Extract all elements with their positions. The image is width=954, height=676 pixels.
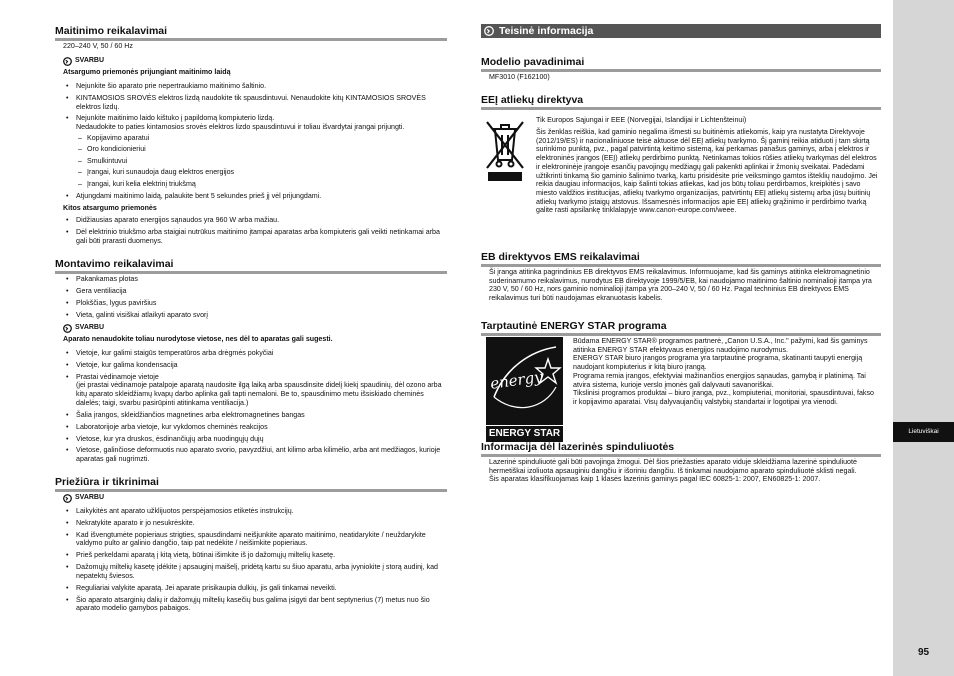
power-cord-list [63,82,447,204]
installation-list [63,275,447,323]
list-item: • Nekratykite aparato ir jo nesukrėskite. [63,519,447,528]
installation-warning: Aparato nenaudokite toliau nurodytose vietose, nes dėl to aparatas gali sugesti. [63,335,333,343]
list-item: – Oro kondicionieriui [76,145,447,154]
laser-info-title: Informacija dėl lazerinės spinduliuotės [481,441,881,457]
list-item: • Vietose, galinčiose deformuotis nuo aparato svorio, pavyzdžiui, ant kilimo arba kilimėlio, arba ant medžiagos, kurioje aparatas gali nugrimzti. [63,446,447,463]
laser-info-text: Lazerinė spinduliuotė gali būti pavojinga žmogui. Dėl šios priežasties aparato viduje skleidžiama lazerinė spinduliuotė hermetiškai izoliuota apsauginiu dangčiu ir išoriniu dangčiu. Iš tinkamai naudojamo aparato spinduliuotė sklisti negali. Šis aparatas klasifikuojamas kaip 1 klasės lazerinis gaminys pagal IEC 60825-1: 2007, EN60825-1: 2007. [489,458,857,484]
power-voltage: 220–240 V, 50 / 60 Hz [63,42,133,50]
legal-info-banner: Teisinė informacija [481,24,881,38]
list-item: – Kopijavimo aparatui [76,134,447,143]
list-item: • Gera ventiliacija [63,287,447,296]
important-icon [63,324,72,333]
list-item: – Įrangai, kuri sunaudoja daug elektros energijos [76,168,447,177]
list-item: • Nejunkite šio aparato prie nepertraukiamo maitinimo šaltinio. [63,82,447,91]
list-item: • Didžiausias aparato energijos sąnaudos yra 960 W arba mažiau. [63,216,447,225]
important-heading: SVARBU [63,493,104,503]
list-item: • Prieš perkeldami aparatą į kitą vietą, būtinai išimkite iš jo dažomųjų miltelių kasetę. [63,551,447,560]
list-item: • Reguliariai valykite aparatą. Jei aparate prisikaupia dulkių, jis gali tinkamai neveikti. [63,584,447,593]
list-item: • Šalia įrangos, skleidžiančios magnetines arba elektromagnetines bangas [63,411,447,420]
emc-title: EB direktyvos EMS reikalavimai [481,251,881,267]
list-item: • Vietose, kur yra druskos, ėsdinančiųjų arba nuodingųjų dujų [63,435,447,444]
list-item: • Vietoje, kur galimi staigūs temperatūros arba drėgmės pokyčiai [63,349,447,358]
weee-bin-icon [483,116,527,184]
list-item: – Įrangai, kuri kelia elektrinį triukšmą [76,180,447,189]
weee-text: Šis ženklas reiškia, kad gaminio negalima išmesti su buitinėmis atliekomis, kaip yra nustatyta Direktyvoje (2012/19/ES) ir nacionaliniuose teisė aktuose dėl EEĮ atliekų tvarkymo. Šį gaminį reikia atiduoti į tam skirtą surinkimo punktą, pvz., pagal patvirtintą keitimo sistemą, kai perkamas panašus gaminys, arba į elektros ir elektroninės įrangos (EEĮ) atliekų perdirbimo punktą. Netinkamas tokios rūšies atliekų tvarkymas dėl elektros ir elektroninėje įrangoje esančių pavojingų medžiagų gali pakenkti aplinkai ir žmonių sveikatai. Padėdami užtikrinti tinkamą šio gaminio šalinimo tvarką, kartu prisidėsite prie veiksmingo gamtos išteklių naudojimo. Jei reikia daugiau informacijos, kaip šalinti tokias atliekas, kad jos būtų toliau perdirbamos, kreipkitės į savo miesto valdžios institucijas, atliekų tvarkymo organizacijas, patvirtintų EEĮ atliekų sistemų arba jūsų buitinių atliekų tvarkymo įstaigų atstovus. Išsamesnės informacijos apie EEĮ atliekų grąžinimo ir perdirbimo tvarką galite rasti apsilankę tinklalapyje www.canon-europe.com/weee. [536,128,878,215]
important-icon [63,494,72,503]
page-sidebar [893,0,954,676]
emc-text: Ši įranga atitinka pagrindinius EB direktyvos EMS reikalavimus. Informuojame, kad šis gaminys atitinka elektromagnetinio suderinamumo reikalavimus, nurodytus EB direktyvoje 1999/5/EB, kai naudojamo maitinimo šaltinio nominalioji įtampa yra 230 V, 50 / 60 Hz, nors gaminio nominalioji įtampa yra 200–240 V, 50 / 60 Hz. Pagal techninius EB direktyvos EMS reikalavimus turi būti naudojamas ekranuotasis kabelis. [489,268,872,303]
list-item: • Nejunkite maitinimo laido kištuko į papildomą kompiuterio lizdą. Nedaudokite to paties kintamosios srovės elektros lizdo spausdintuvui ir toliau išvardytai įrangai prijungti. – Kopijavimo aparatui – Oro kondicionieriui – Smulkintuvui – Įrangai, kuri sunaudoja daug elektros energijos – Įrangai, kuri kelia elektrinį triukšmą [63,114,447,188]
list-item: • KINTAMOSIOS SROVĖS elektros lizdą naudokite tik spausdintuvui. Nenaudokite kitų KINTAMOSIOS SROVĖS elektros lizdų. [63,94,447,111]
energy-star-caption: ENERGY STAR [486,425,563,442]
list-item: • Prastai vėdinamoje vietoje (jei prastai vėdinamoje patalpoje aparatą naudosite ilgą laiką arba spausdinsite didelį kiekį spaudinių, dėl ozono arba kitų aparato skleidžiamų kvapų darbo aplinka gali tapti nemaloni. Be to, spausdinimo metu išsiskiado cheminės dalelės; taigi, svarbu pasirūpinti atitinkama ventiliacija.) [63,373,447,408]
power-requirements-title: Maitinimo reikalavimai [55,25,447,41]
page-number: 95 [917,647,930,658]
other-precautions-list [63,216,447,248]
energy-star-text: Būdama ENERGY STAR® programos partnerė, „Canon U.S.A., Inc." pažymi, kad šis gaminys atitinka ENERGY STAR efektyvaus energijos naudojimo nurodymus. ENERGY STAR biuro įrangos programa yra tarptautinė programa, skatinanti taupyti energiją naudojant kompiuterius ir kitą biuro įrangą. Programa remia įrangos, efektyviai mažinančios energijos sąnaudas, gamybą ir platinimą. Tai atvira sistema, kurioje verslo įmonės gali dalyvauti savanoriškai. Tikslinisi programos produktai – biuro įranga, pvz., kompiuteriai, monitoriai, spausdintuvai, fakso ir kopijavimo aparatai. Visų dalyvaujančių valstybių standartai ir logotipai yra vienodi. [573,337,874,406]
weee-scope: Tik Europos Sąjungai ir EEE (Norvegijai, Islandijai ir Lichtenšteinui) [536,116,747,124]
important-heading: SVARBU [63,56,104,66]
list-item: – Smulkintuvui [76,157,447,166]
energy-star-script: energy [489,367,544,393]
energy-star-title: Tarptautinė ENERGY STAR programa [481,320,881,336]
language-tab: Lietuviškai [893,422,954,442]
equipment-sub-list [76,134,447,189]
installation-requirements-title: Montavimo reikalavimai [55,258,447,274]
important-icon [63,57,72,66]
list-item: • Dažomųjų miltelių kasetę įdėkite į apsauginį maišelį, pridėtą kartu su šiuo aparatu, arba įvyniokite į storą audinį, kad nepatektų šviesos. [63,563,447,580]
list-item: • Kad išvengtumėte popieriaus strigties, spausdindami neišjunkite aparato maitinimo, neatidarykite / neuždarykite valdymo pulto ar galinio dangčio, taip pat nedėkite / neišimkite popieriaus. [63,531,447,548]
info-icon [484,26,494,36]
power-cord-precautions-title: Atsargumo priemonės prijungiant maitinimo laidą [63,68,231,76]
list-item: • Vietoje, kur galima kondensacija [63,361,447,370]
list-item: • Pakankamas plotas [63,275,447,284]
important-heading: SVARBU [63,323,104,333]
model-name-text: MF3010 (F162100) [489,73,550,81]
maintenance-list [63,507,447,616]
list-item: • Laboratorijoje arba vietoje, kur vykdomos cheminės reakcijos [63,423,447,432]
energy-star-logo [486,337,563,442]
list-item: • Vieta, galinti visiškai atlaikyti aparato svorį [63,311,447,320]
installation-avoid-list [63,349,447,467]
other-precautions-title: Kitos atsargumo priemonės [63,204,157,212]
list-item: • Šio aparato atsarginių dalių ir dažomųjų miltelių kasečių bus galima įsigyti dar bent septynerius (7) metus nuo šio aparato modelio gamybos pabaigos. [63,596,447,613]
list-item: • Plokščias, lygus paviršius [63,299,447,308]
model-names-title: Modelio pavadinimai [481,56,881,72]
maintenance-title: Priežiūra ir tikrinimai [55,476,447,492]
weee-title: EEĮ atliekų direktyva [481,94,881,110]
list-item: • Dėl elektrinio triukšmo arba staigiai nutrūkus maitinimo įtampai aparatas arba kompiuteris gali veikti netinkamai arba gali būti prarasti duomenys. [63,228,447,245]
list-item: • Laikykitės ant aparato užklijuotos perspėjamosios etiketės instrukcijų. [63,507,447,516]
list-item: • Atjungdami maitinimo laidą, palaukite bent 5 sekundes prieš jį vėl prijungdami. [63,192,447,201]
